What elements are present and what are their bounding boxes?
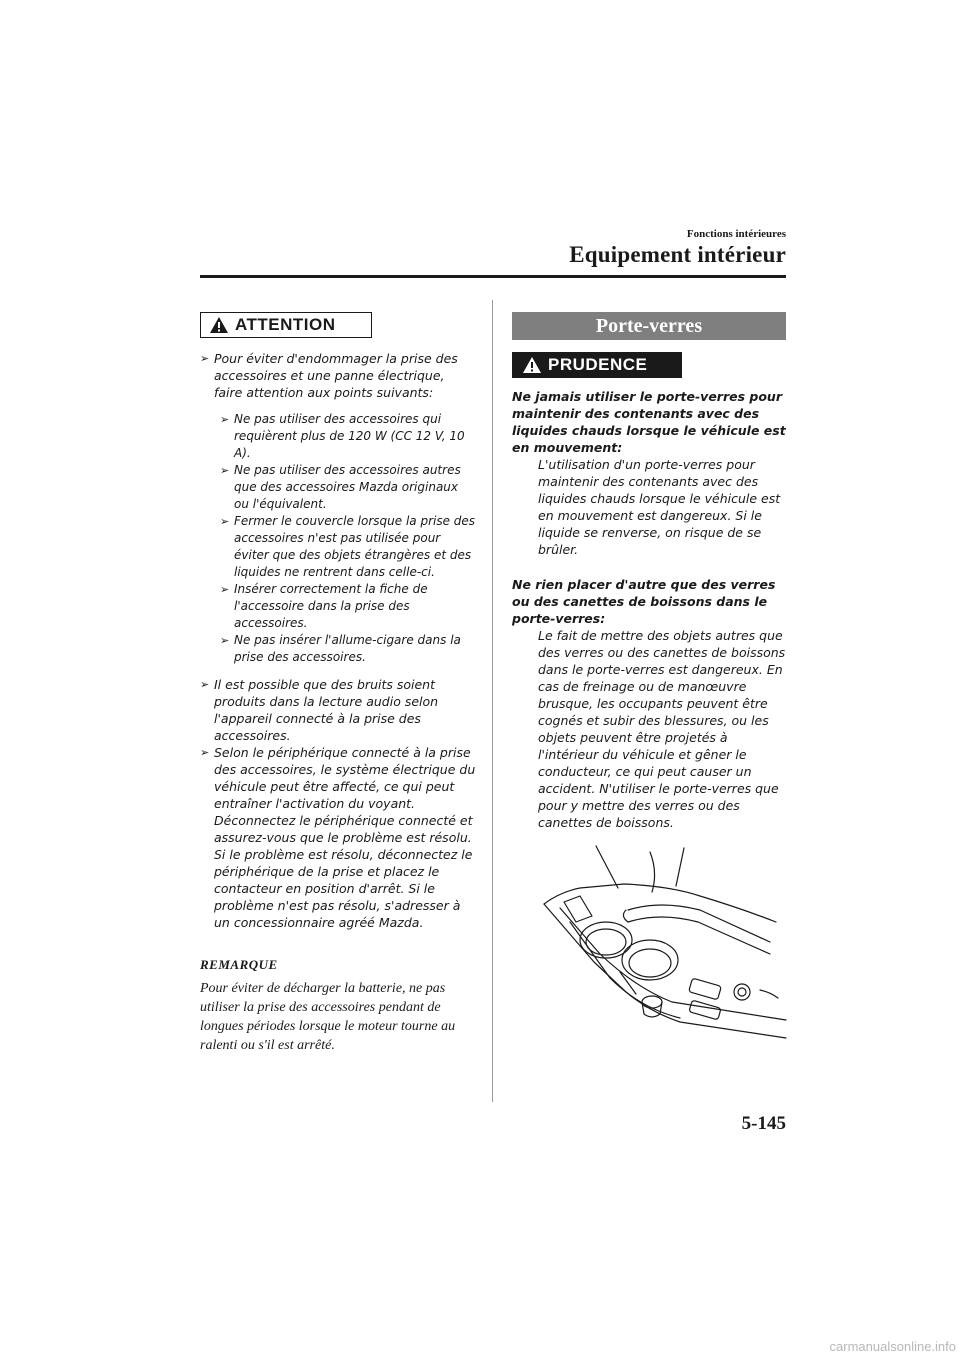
list-item: ➢ Il est possible que des bruits soient produits dans la lecture audio selon l'appareil connecté à la prise des accessoires. (200, 677, 439, 743)
warning-block (512, 388, 788, 558)
prudence-label: PRUDENCE (548, 355, 648, 374)
attention-label: ATTENTION (235, 315, 336, 334)
warning-block (512, 576, 788, 831)
list-item: ➢ Insérer correctement la fiche de l'accessoire dans la prise des accessoires. (220, 582, 428, 630)
column-divider (492, 300, 493, 1102)
bullet-icon: ➢ (220, 413, 230, 426)
prudence-wrap (512, 352, 788, 378)
attention-box (200, 312, 372, 338)
note-title: REMARQUE (200, 957, 278, 972)
left-column (200, 312, 476, 1055)
list-item: ➢ Fermer le couvercle lorsque la prise des accessoires n'est pas utilisée pour éviter que des objets étrangères et des liquides ne rentrent dans celle-ci. (220, 514, 476, 579)
header-rule (200, 275, 786, 278)
prudence-box (512, 352, 682, 378)
warning-body: Le fait de mettre des objets autres que des verres ou des canettes de boissons dans le porte-verres est dangereux. En cas de freinage ou de manœuvre brusque, les occupants peuvent être cognés et subir des blessures, ou les objets peuvent être projetés à l'intérieur du véhicule et gêner le conducteur, ce qui peut causer un accident. N'utiliser le porte-verres que pour y mettre des verres ou des canettes de boissons. (538, 628, 786, 830)
warning-triangle-icon (209, 316, 229, 334)
warning-heading: Ne jamais utiliser le porte-verres pour maintenir des contenants avec des liquides chauds lorsque le véhicule est en mouvement: (512, 389, 786, 455)
bullet-icon: ➢ (220, 464, 230, 477)
list-item: ➢ Selon le périphérique connecté à la prise des accessoires, le système électrique du véhicule peut être affecté, ce qui peut entraîner l'activation du voyant. Déconnectez le périphérique connecté et assurez-vous que le problème est résolu. Si le problème est résolu, déconnectez le périphérique de la prise et placez le contacteur en position d'arrêt. Si le problème n'est pas résolu, s'adresser à un concessionnaire agréé Mazda. (200, 745, 476, 930)
list-item: ➢ Ne pas insérer l'allume-cigare dans la prise des accessoires. (220, 633, 461, 664)
section-banner: Porte-verres (512, 312, 786, 340)
bullet-icon: ➢ (200, 746, 210, 759)
warning-body: L'utilisation d'un porte-verres pour maintenir des contenants avec des liquides chauds lorsque le véhicule est en mouvement est dangereux. Si le liquide se renverse, on risque de se brûler. (538, 457, 781, 557)
bullet-icon: ➢ (220, 515, 230, 528)
bullet-icon: ➢ (220, 583, 230, 596)
note-text: Pour éviter de décharger la batterie, ne pas utiliser la prise des accessoires pendant de longues périodes lorsque le moteur tourne au ralenti ou s'il est arrêté. (200, 981, 456, 1053)
header-section: Fonctions intérieures (686, 228, 786, 240)
attention-sub-list (220, 411, 476, 666)
list-item: ➢ Ne pas utiliser des accessoires autres que des accessoires Mazda originaux ou l'équivalent. (220, 463, 461, 511)
list-item: ➢ Ne pas utiliser des accessoires qui requièrent plus de 120 W (CC 12 V, 10 A). (220, 412, 465, 460)
header-title: Equipement intérieur (569, 242, 786, 267)
warning-triangle-icon (522, 356, 542, 374)
watermark: carmanualsonline.info (829, 1339, 956, 1354)
cup-holder-illustration (540, 842, 788, 1047)
warning-heading: Ne rien placer d'autre que des verres ou des canettes de boissons dans le porte-verres: (512, 577, 776, 626)
page-number: 5-145 (741, 1113, 786, 1134)
attention-list-2 (200, 676, 476, 931)
list-item: ➢ Pour éviter d'endommager la prise des accessoires et une panne électrique, faire attention aux points suivants: (200, 351, 458, 400)
prudence-content (512, 388, 788, 831)
bullet-icon: ➢ (200, 352, 210, 365)
bullet-icon: ➢ (220, 634, 230, 647)
bullet-icon: ➢ (200, 678, 210, 691)
right-column (512, 312, 788, 831)
attention-list-1 (200, 350, 476, 401)
